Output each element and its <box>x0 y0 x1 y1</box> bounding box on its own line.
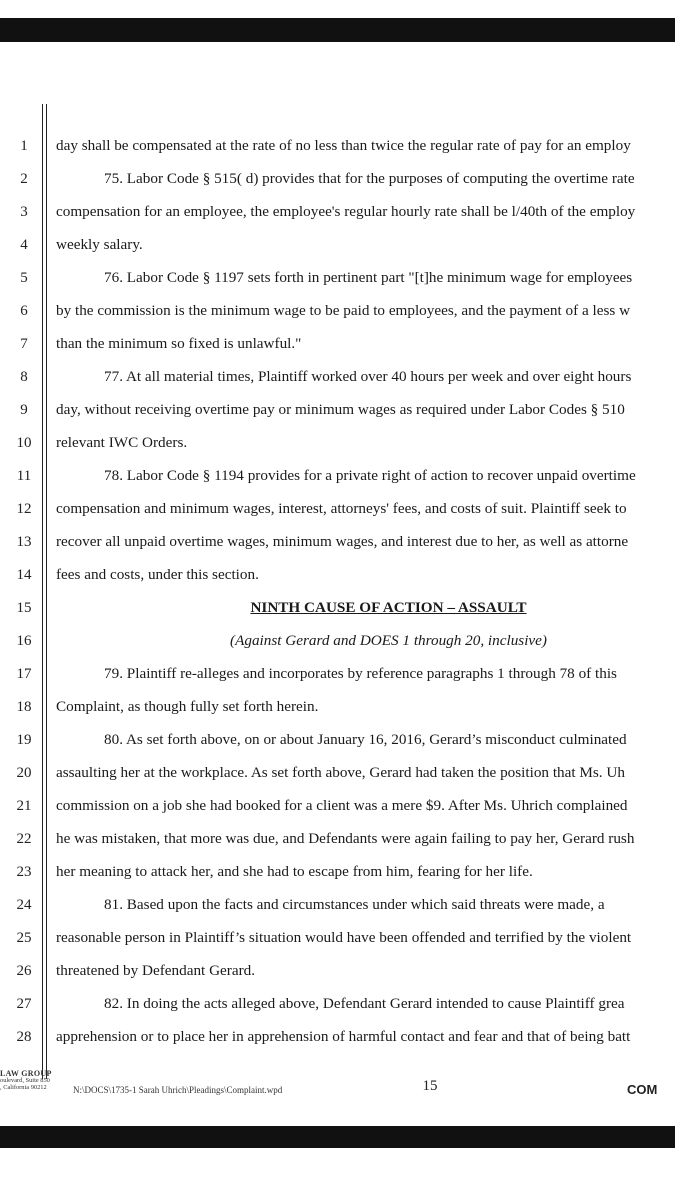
file-path: N:\DOCS\1735-1 Sarah Uhrich\Pleadings\Complaint.wpd <box>73 1085 283 1095</box>
line-number: 19 <box>16 732 32 748</box>
body-line: Complaint, as though fully set forth herein. <box>56 698 319 715</box>
margin-rule-right <box>46 104 47 1079</box>
body-line: day shall be compensated at the rate of no less than twice the regular rate of pay for an employ <box>56 137 631 154</box>
margin-rule-left <box>42 104 43 1079</box>
document-title: COM <box>627 1082 658 1097</box>
body-line: recover all unpaid overtime wages, minimum wages, and interest due to her, as well as attorne <box>56 533 629 550</box>
body-line: threatened by Defendant Gerard. <box>56 962 256 979</box>
body-line: 77. At all material times, Plaintiff worked over 40 hours per week and over eight hours <box>104 368 632 385</box>
line-number: 23 <box>16 864 32 880</box>
line-number: 9 <box>20 402 28 418</box>
line-number: 14 <box>16 567 32 583</box>
body-line: he was mistaken, that more was due, and Defendants were again failing to pay her, Gerard rush <box>56 830 635 847</box>
body-line: relevant IWC Orders. <box>56 434 188 451</box>
body-line: compensation and minimum wages, interest, attorneys' fees, and costs of suit. Plaintiff seek to <box>56 500 627 517</box>
body-line: by the commission is the minimum wage to be paid to employees, and the payment of a less w <box>56 302 631 319</box>
line-number: 22 <box>16 831 32 847</box>
bottom-black-bar <box>0 1126 675 1148</box>
line-number: 7 <box>20 336 28 352</box>
line-number: 27 <box>16 996 32 1012</box>
line-number: 13 <box>16 534 32 550</box>
body-line: 75. Labor Code § 515( d) provides that for the purposes of computing the overtime rate <box>104 170 635 187</box>
section-subheading: (Against Gerard and DOES 1 through 20, inclusive) <box>230 632 547 649</box>
body-line: compensation for an employee, the employee's regular hourly rate shall be l/40th of the employ <box>56 203 636 220</box>
body-line: 80. As set forth above, on or about January 16, 2016, Gerard’s misconduct culminated <box>104 731 627 748</box>
body-line: weekly salary. <box>56 236 143 253</box>
body-line: her meaning to attack her, and she had to escape from him, fearing for her life. <box>56 863 533 880</box>
top-black-bar <box>0 18 675 42</box>
line-number: 21 <box>16 798 32 814</box>
line-number: 18 <box>16 699 32 715</box>
line-number: 15 <box>16 600 32 616</box>
firm-address-block <box>0 1070 60 1091</box>
firm-address-line: oulevard, Suite 850 <box>0 1077 50 1084</box>
line-number: 24 <box>16 897 32 913</box>
page-number: 15 <box>422 1078 438 1094</box>
body-line: reasonable person in Plaintiff’s situation would have been offended and terrified by the violent <box>56 929 632 946</box>
firm-address-line: , California 90212 <box>0 1084 47 1091</box>
body-line: than the minimum so fixed is unlawful." <box>56 335 302 352</box>
line-number: 5 <box>20 270 28 286</box>
firm-name: LAW GROUP <box>0 1069 52 1078</box>
body-line: 78. Labor Code § 1194 provides for a private right of action to recover unpaid overtime <box>104 467 636 484</box>
body-line: 81. Based upon the facts and circumstances under which said threats were made, a <box>104 896 605 913</box>
line-number: 16 <box>16 633 32 649</box>
line-number: 1 <box>20 138 28 154</box>
line-number: 17 <box>16 666 32 682</box>
line-number: 3 <box>20 204 28 220</box>
line-number: 12 <box>16 501 32 517</box>
body-line: fees and costs, under this section. <box>56 566 259 583</box>
line-number: 8 <box>20 369 28 385</box>
pleading-page <box>0 42 675 1126</box>
body-line: commission on a job she had booked for a client was a mere $9. After Ms. Uhrich complained <box>56 797 628 814</box>
section-heading: NINTH CAUSE OF ACTION – ASSAULT <box>250 599 527 616</box>
line-number: 20 <box>16 765 32 781</box>
line-number: 26 <box>16 963 32 979</box>
line-number: 11 <box>16 468 32 484</box>
line-number: 4 <box>20 237 28 253</box>
body-line: 82. In doing the acts alleged above, Defendant Gerard intended to cause Plaintiff grea <box>104 995 625 1012</box>
line-number: 6 <box>20 303 28 319</box>
line-number: 10 <box>16 435 32 451</box>
body-line: assaulting her at the workplace. As set forth above, Gerard had taken the position that Ms. Uh <box>56 764 625 781</box>
body-line: apprehension or to place her in apprehension of harmful contact and fear and that of being batt <box>56 1028 631 1045</box>
line-number: 2 <box>20 171 28 187</box>
body-line: 76. Labor Code § 1197 sets forth in pertinent part "[t]he minimum wage for employees <box>104 269 633 286</box>
line-number: 25 <box>16 930 32 946</box>
line-number: 28 <box>16 1029 32 1045</box>
body-line: day, without receiving overtime pay or minimum wages as required under Labor Codes § 510 <box>56 401 625 418</box>
body-line: 79. Plaintiff re-alleges and incorporates by reference paragraphs 1 through 78 of this <box>104 665 617 682</box>
